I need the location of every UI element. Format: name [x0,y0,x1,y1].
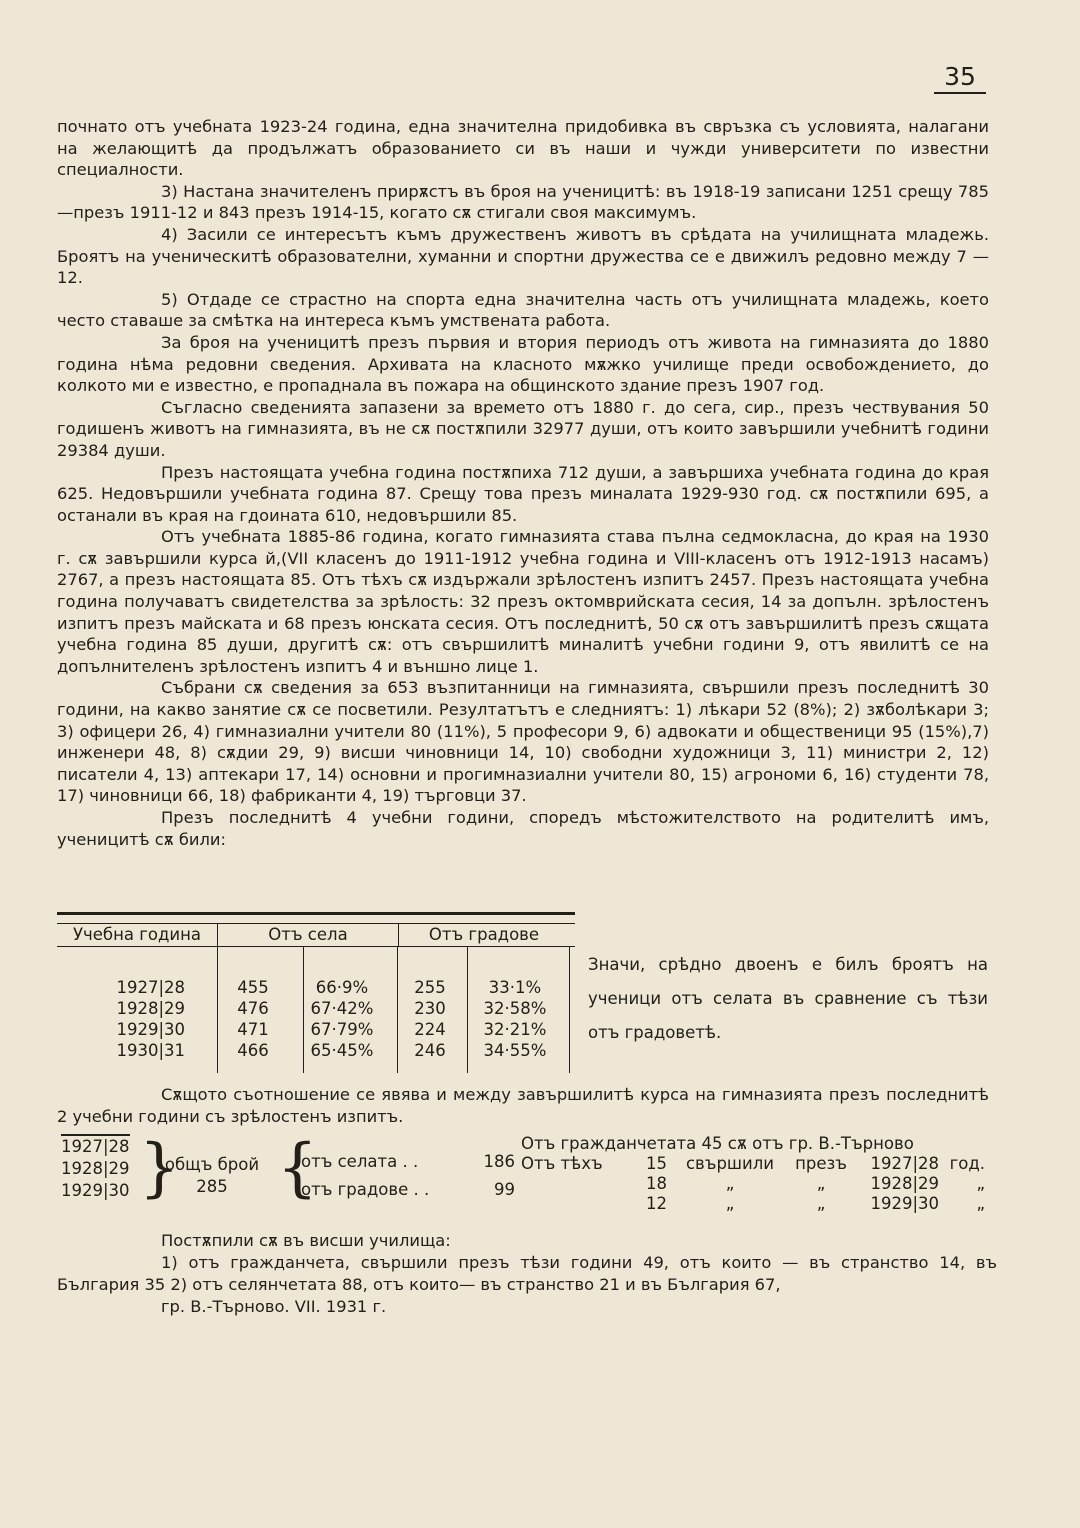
towns-value: 99 [494,1180,515,1199]
city-cell: 1927|28 [870,1154,939,1173]
students-origin-table [57,912,575,1073]
year-item: 1928|29 [61,1159,130,1178]
city-cell: 18 [646,1174,667,1193]
cell-towns-percent: 34·55% [483,1041,547,1060]
cell-year: 1927|28 [116,978,185,997]
paragraph: Отъ учебната 1885-86 година, когато гимназията става пълна седмокласна, до края на 1930 г. сѫ завършили курса й,(VII класенъ до 1911-1912 учебна година и VIII-класенъ отъ 1912-1913 насамъ) 2767, а презъ настоящата 85. Отъ тѣхъ сѫ издържали зрѣлостенъ изпитъ 2457. Презъ настоящата учебна година получаватъ свидетелства за зрѣлость: 32 презъ октомврийската сесия, 14 за допълн. зрѣлостенъ изпитъ презъ майската и 68 презъ юнската сесия. Отъ последнитѣ, 50 сѫ отъ завършилитѣ презъ сѫщата учебна година 85 души, другитѣ сѫ: отъ свършилитѣ миналитѣ учебни години 9, отъ явилитѣ се на допълнителенъ зрѣлостенъ изпитъ 4 и външно лице 1. [57,527,989,676]
city-cell: „ [816,1194,826,1213]
total-value: 285 [196,1177,228,1196]
graduates-summary [57,1131,997,1224]
paragraph: Сѫщото съотношение се явява и между завършилитѣ курса на гимназията презъ последнитѣ 2 учебни години съ зрѣлостенъ изпитъ. [57,1085,989,1126]
cell-villages-percent: 67·42% [310,999,374,1018]
main-text [57,116,989,850]
signature: гр. В.-Търново. VII. 1931 г. [161,1297,387,1316]
table-row [57,998,575,1019]
cell-towns-percent: 32·21% [483,1020,547,1039]
paragraph: 3) Настана значителенъ прирѫстъ въ броя на ученицитѣ: въ 1918-19 записани 1251 срещу 785—презъ 1911-12 и 843 презъ 1914-15, когато сѫ стигали своя максимумъ. [57,181,989,223]
paragraph: Съгласно сведенията запазени за времето отъ 1880 г. до сега, сир., презъ чествувания 50 годишенъ животъ на гимназията, въ не сѫ постѫпили 32977 души, отъ които завършили учебнитѣ години 29384 души. [57,397,989,460]
city-cell: 1929|30 [870,1194,939,1213]
total-count [157,1154,267,1198]
cell-villages-percent: 65·45% [310,1041,374,1060]
cell-towns-count: 224 [414,1020,446,1039]
city-row [521,1154,997,1174]
graduates-split [301,1148,515,1204]
cell-villages-percent: 66·9% [315,978,369,997]
city-cell: „ [976,1194,985,1213]
paragraph: Презъ настоящата учебна година постѫпиха 712 души, а завършиха учебната година до края 625. Недовършили учебната година 87. Срещу това презъ миналата 1929-930 год. сѫ постѫпили 695, а останали въ края на гдоината 610, недовършили 85. [57,462,989,525]
city-cell: „ [816,1174,826,1193]
cell-villages-count: 476 [237,999,269,1018]
city-row [521,1194,997,1214]
paragraph: За броя на ученицитѣ презъ първия и втория периодъ отъ живота на гимназията до 1880 година нѣма редовни сведения. Архивата на класното мѫжко училище преди освобождението, до колкото ми е известно, е пропаднала въ пожара на общинското здание презъ 1907 год. [57,332,989,396]
city-cell: презъ [795,1154,847,1173]
paragraph: Презъ последнитѣ 4 учебни години, споредъ мѣстожителството на родителитѣ имъ, ученицитѣ сѫ били: [57,808,989,849]
city-cell: свършили [685,1154,775,1173]
paragraph: 4) Засили се интересътъ къмъ дружественъ животъ въ срѣдата на училищната младежь. Броятъ на ученическитѣ образователни, хуманни и спортни дружества се е движилъ редовно между 7 — 12. [57,224,989,288]
right-brace-icon: } [139,1131,180,1205]
admitted-section [57,1230,997,1318]
graduate-years [61,1134,130,1202]
villages-value: 186 [483,1152,515,1171]
header-year: Учебна година [57,924,218,946]
admitted-text: 1) отъ гражданчета, свършили презъ тѣзи години 49, отъ които — въ странство 14, въ България 35 2) отъ селянчетата 88, отъ които— въ странство 21 и въ България 67, [57,1253,997,1294]
city-cell: 15 [646,1154,667,1173]
cell-year: 1929|30 [116,1020,185,1039]
city-cell: „ [976,1174,985,1193]
total-label: общъ брой [164,1155,260,1174]
city-row [521,1174,997,1194]
cell-year: 1930|31 [116,1041,185,1060]
table-header [57,923,575,947]
paragraph: почнато отъ учебната 1923-24 година, една значителна придобивка въ свръзка съ условията, налагани на желающитѣ да продължатъ образованието си въ наши и чужди университети по известни специалности. [57,117,989,180]
left-brace-icon: { [277,1131,318,1205]
year-item: 1927|28 [61,1137,130,1156]
page-number: 35 [934,62,986,94]
towns-label: отъ градове . . [301,1180,430,1199]
cell-villages-percent: 67·79% [310,1020,374,1039]
table-row [57,1040,575,1061]
cell-villages-count: 471 [237,1020,269,1039]
cell-villages-count: 466 [237,1041,269,1060]
header-villages: Отъ села [218,924,399,946]
table-row [57,1019,575,1040]
paragraph: 5) Отдаде се страстно на спорта една значителна часть отъ училищната младежь, което често ставаше за смѣтка на интереса къмъ умствената работа. [57,289,989,331]
city-cell: 1928|29 [870,1174,939,1193]
cell-towns-count: 230 [414,999,446,1018]
city-cell: год. [949,1154,985,1173]
city-cell [521,1194,617,1214]
paragraph: Събрани сѫ сведения за 653 възпитанници на гимназията, свършили презъ последнитѣ 30 години, на какво занятие сѫ се посветили. Резултатътъ е следниятъ: 1) лѣкари 52 (8%); 2) зѫболѣкари 3; 3) офицери 26, 4) гимназиални учители 80 (11%), 5 професори 9, 6) адвокати и общественици 95 (15%),7) инженери 48, 8) сѫдии 29, 9) висши чиновници 14, 10) свободни художници 3, 11) министри 2, 12) писатели 4, 13) аптекари 17, 14) основни и прогимназиални учители 80, 15) агрономи 6, 16) студенти 78, 17) чиновници 66, 18) фабриканти 4, 19) търговци 37. [57,678,989,806]
table-body [57,947,575,1073]
city-graduates [521,1134,997,1214]
ratio-paragraph [57,1084,989,1128]
cell-towns-count: 255 [414,978,446,997]
city-intro: Отъ гражданчетата 45 сѫ отъ гр. В.-Търново [521,1134,914,1153]
villages-label: отъ селата . . [301,1152,419,1171]
table-note: Значи, срѣдно двоенъ е билъ броятъ на ученици отъ селата въ сравнение съ тѣзи отъ градоветѣ. [588,955,988,1042]
city-cell: Отъ тѣхъ [521,1154,603,1173]
cell-towns-percent: 32·58% [483,999,547,1018]
city-cell: „ [725,1174,735,1193]
admitted-heading: Постѫпили сѫ въ висши училища: [161,1231,451,1250]
cell-year: 1928|29 [116,999,185,1018]
cell-villages-count: 455 [237,978,269,997]
year-item: 1929|30 [61,1181,130,1200]
city-cell [521,1174,617,1194]
header-towns: Отъ градове [428,925,540,944]
city-cell: 12 [646,1194,667,1213]
table-row [57,977,575,998]
cell-towns-percent: 33·1% [488,978,542,997]
cell-towns-count: 246 [414,1041,446,1060]
city-cell: „ [725,1194,735,1213]
